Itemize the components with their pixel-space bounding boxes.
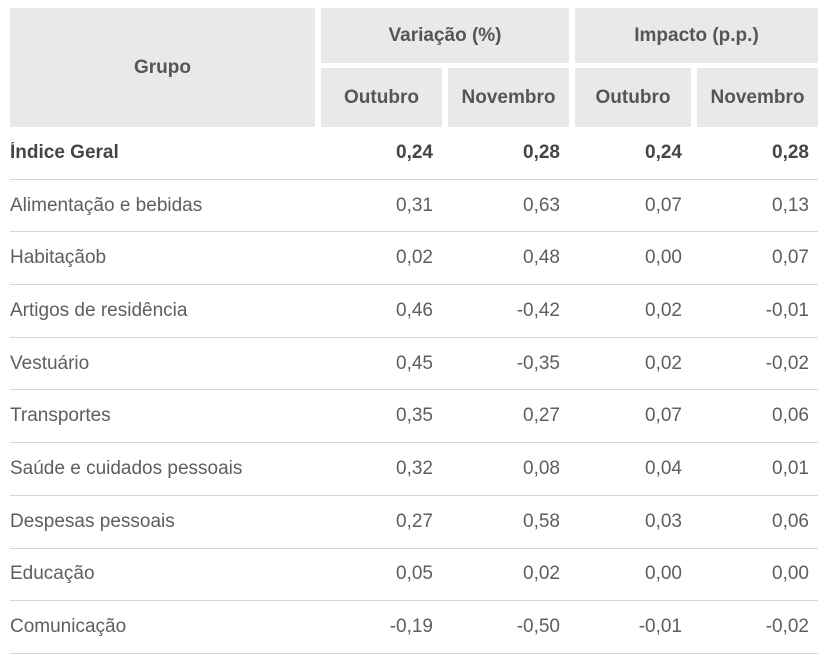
variacao-novembro-cell: 0,08 xyxy=(523,457,560,479)
variacao-novembro-cell: 0,48 xyxy=(523,247,560,269)
table-row xyxy=(10,549,818,602)
impacto-novembro-cell: 0,00 xyxy=(772,563,809,585)
impacto-novembro-cell: -0,02 xyxy=(765,352,809,374)
impacto-novembro-cell: 0,28 xyxy=(772,141,809,163)
impacto-outubro-cell: 0,24 xyxy=(645,141,682,163)
table-row xyxy=(10,180,818,233)
table-row xyxy=(10,443,818,496)
variacao-novembro-cell: -0,35 xyxy=(516,352,560,374)
group-name-cell: Índice Geral xyxy=(10,141,119,163)
column-header-variacao-outubro: Outubro xyxy=(321,68,442,127)
group-name-cell: Saúde e cuidados pessoais xyxy=(10,457,243,479)
group-name-cell: Transportes xyxy=(10,405,111,427)
variacao-novembro-cell: -0,50 xyxy=(516,616,560,638)
table-row xyxy=(10,390,818,443)
variacao-outubro-cell: 0,05 xyxy=(396,563,433,585)
variacao-outubro-cell: -0,19 xyxy=(389,616,433,638)
impacto-outubro-cell: -0,01 xyxy=(638,616,682,638)
impacto-novembro-cell: -0,02 xyxy=(765,616,809,638)
variacao-outubro-cell: 0,02 xyxy=(396,247,433,269)
group-name-cell: Comunicação xyxy=(10,616,127,638)
variacao-novembro-cell: 0,63 xyxy=(523,194,560,216)
group-name-cell: Artigos de residência xyxy=(10,299,188,321)
impacto-outubro-cell: 0,07 xyxy=(645,405,682,427)
impacto-outubro-cell: 0,00 xyxy=(645,247,682,269)
variacao-outubro-cell: 0,35 xyxy=(396,405,433,427)
table-header xyxy=(10,8,818,127)
group-name-cell: Alimentação e bebidas xyxy=(10,194,203,216)
table-row xyxy=(10,127,818,180)
variacao-novembro-cell: 0,27 xyxy=(523,405,560,427)
table-row xyxy=(10,601,818,654)
impacto-outubro-cell: 0,03 xyxy=(645,510,682,532)
variacao-novembro-cell: 0,28 xyxy=(523,141,560,163)
impacto-outubro-cell: 0,04 xyxy=(645,457,682,479)
variacao-outubro-cell: 0,31 xyxy=(396,194,433,216)
table-row xyxy=(10,338,818,391)
variacao-novembro-cell: -0,42 xyxy=(516,299,560,321)
impacto-novembro-cell: -0,01 xyxy=(765,299,809,321)
impacto-novembro-cell: 0,06 xyxy=(772,510,809,532)
column-header-grupo: Grupo xyxy=(10,8,315,127)
variacao-outubro-cell: 0,45 xyxy=(396,352,433,374)
group-name-cell: Despesas pessoais xyxy=(10,510,175,532)
variacao-novembro-cell: 0,58 xyxy=(523,510,560,532)
impacto-novembro-cell: 0,06 xyxy=(772,405,809,427)
group-name-cell: Educação xyxy=(10,563,95,585)
column-group-impacto: Impacto (p.p.) xyxy=(575,8,818,63)
column-header-impacto-novembro: Novembro xyxy=(697,68,818,127)
impacto-outubro-cell: 0,07 xyxy=(645,194,682,216)
table-body xyxy=(10,127,818,654)
variacao-outubro-cell: 0,46 xyxy=(396,299,433,321)
impacto-outubro-cell: 0,02 xyxy=(645,299,682,321)
impacto-outubro-cell: 0,02 xyxy=(645,352,682,374)
impacto-outubro-cell: 0,00 xyxy=(645,563,682,585)
column-header-impacto-outubro: Outubro xyxy=(575,68,691,127)
variacao-novembro-cell: 0,02 xyxy=(523,563,560,585)
impacto-novembro-cell: 0,01 xyxy=(772,457,809,479)
table-row xyxy=(10,232,818,285)
impacto-novembro-cell: 0,13 xyxy=(772,194,809,216)
variacao-outubro-cell: 0,32 xyxy=(396,457,433,479)
variacao-outubro-cell: 0,27 xyxy=(396,510,433,532)
table-row xyxy=(10,285,818,338)
group-name-cell: Vestuário xyxy=(10,352,90,374)
column-group-variacao: Variação (%) xyxy=(321,8,569,63)
variacao-outubro-cell: 0,24 xyxy=(396,141,433,163)
impacto-novembro-cell: 0,07 xyxy=(772,247,809,269)
column-header-variacao-novembro: Novembro xyxy=(448,68,569,127)
group-name-cell: Habitaçãob xyxy=(10,247,107,269)
table-row xyxy=(10,496,818,549)
